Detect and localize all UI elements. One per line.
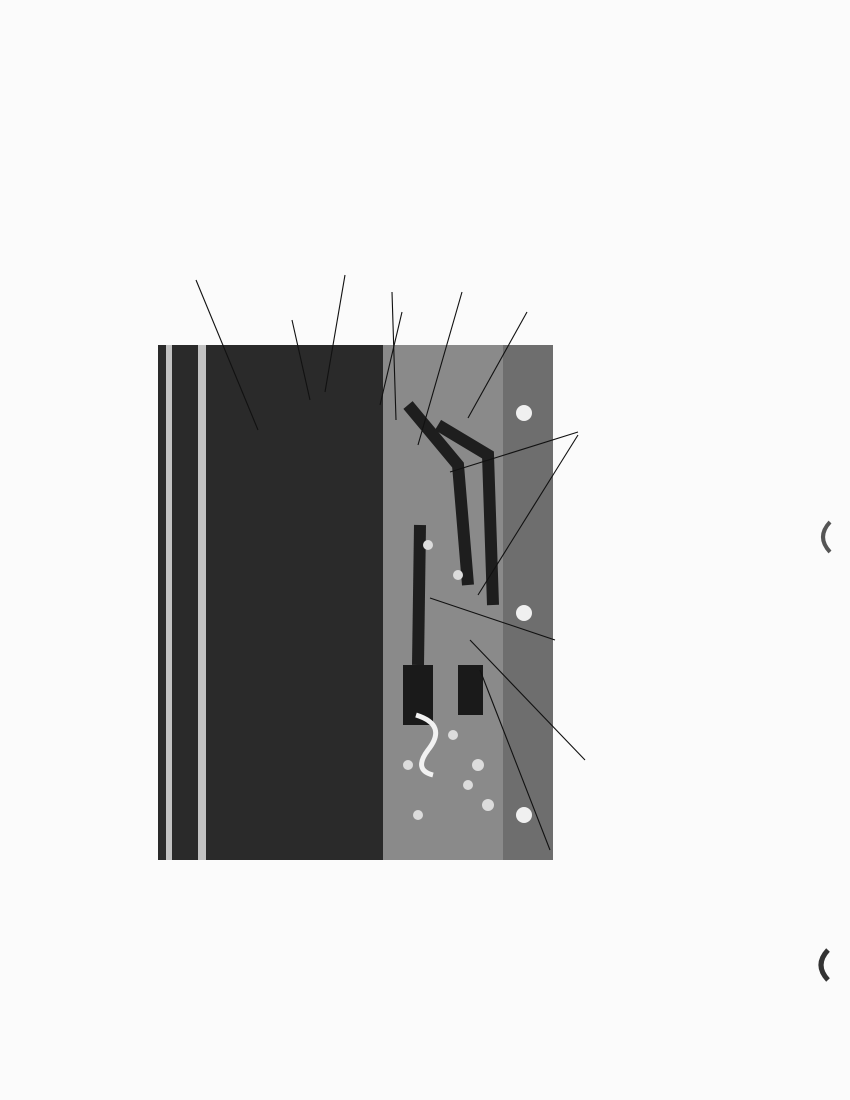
binding-hole-mark	[812, 948, 836, 982]
binding-hole-mark	[814, 520, 838, 554]
